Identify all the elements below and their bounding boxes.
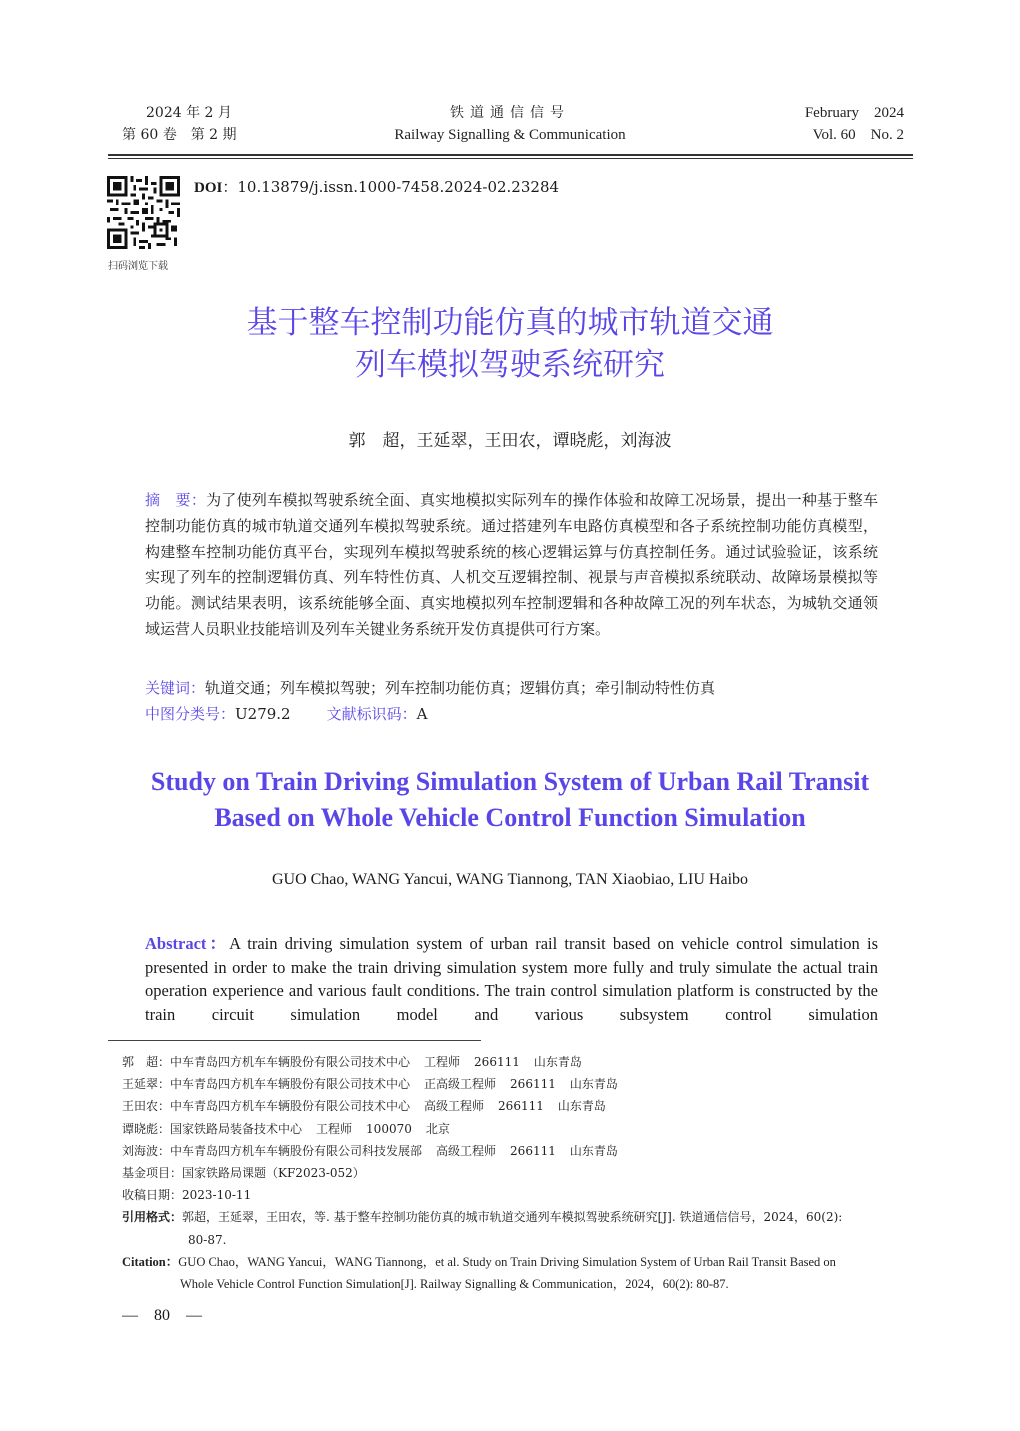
header-rule	[108, 154, 913, 156]
citation-en: Citation：GUO Chao，WANG Yancui，WANG Tiannong，et al. Study on Train Driving Simulation System of Urban Rail Transit Based on	[122, 1254, 836, 1269]
classification-line	[145, 703, 427, 724]
page-number: — 80 —	[122, 1307, 203, 1324]
footnote-fund: 基金项目：国家铁路局课题（KF2023-052）	[122, 1166, 365, 1181]
doc-code-value: A	[416, 705, 428, 723]
clc-label: 中图分类号：	[145, 705, 236, 723]
qr-code-icon[interactable]	[107, 176, 180, 249]
journal-name-cn: 铁道通信信号	[450, 105, 570, 121]
abstract-en	[145, 932, 878, 1027]
citation-cn-cont: 80-87.	[188, 1232, 227, 1247]
paper-title-cn-line2: 列车模拟驾驶系统研究	[355, 347, 665, 383]
abstract-cn	[145, 488, 878, 643]
abstract-cn-text: 为了使列车模拟驾驶系统全面、真实地模拟实际列车的操作体验和故障工况场景，提出一种基于整车控制功能仿真的城市轨道交通列车模拟驾驶系统。通过搭建列车电路仿真模型和各子系统控制功能仿真模型，构建整车控制功能仿真平台，实现列车模拟驾驶系统的核心逻辑运算与仿真控制任务。通过试验验证，该系统实现了列车的控制逻辑仿真、列车特性仿真、人机交互逻辑控制、视景与声音模拟系统联动、故障场景模拟等功能。测试结果表明，该系统能够全面、真实地模拟列车控制逻辑和各种故障工况的列车状态，为城轨交通领域运营人员职业技能培训及列车关键业务系统开发仿真提供可行方案。	[145, 491, 878, 638]
keywords-label: 关键词：	[145, 679, 206, 697]
footnote-rule	[108, 1040, 481, 1041]
abstract-en-label: Abstract：	[145, 934, 230, 953]
paper-title-en	[0, 764, 1020, 836]
citation-en-label: Citation：	[122, 1254, 179, 1269]
header-volume-cn: 第 60 卷 第 2 期	[122, 127, 237, 143]
doi-value[interactable]: 10.13879/j.issn.1000-7458.2024-02.23284	[237, 178, 560, 196]
doi-line	[194, 176, 559, 197]
citation-cn: 引用格式：郭超，王延翠，王田农，等. 基于整车控制功能仿真的城市轨道交通列车模拟驾驶系统研究[J]. 铁道通信信号，2024，60(2):	[122, 1210, 843, 1225]
journal-name-en: Railway Signalling & Communication	[394, 127, 626, 143]
footnote-author: 刘海波：中车青岛四方机车车辆股份有限公司科技发展部 高级工程师 266111 山东青岛	[122, 1143, 618, 1158]
footnote-author: 王田农：中车青岛四方机车车辆股份有限公司技术中心 高级工程师 266111 山东青岛	[122, 1099, 606, 1114]
doi-label: DOI	[194, 180, 223, 196]
authors-cn: 郭 超，王延翠，王田农，谭晓彪，刘海波	[348, 431, 672, 451]
paper-title-cn	[0, 302, 1020, 386]
abstract-cn-label: 摘 要：	[145, 491, 207, 509]
footnotes	[122, 1051, 922, 1295]
footnote-received: 收稿日期：2023-10-11	[122, 1188, 252, 1203]
paper-title-en-line2: Based on Whole Vehicle Control Function Simulation	[214, 803, 806, 832]
header-issue-en	[805, 102, 904, 146]
header-date-cn: 2024 年 2 月	[146, 105, 232, 121]
footnote-author: 郭 超：中车青岛四方机车车辆股份有限公司技术中心 工程师 266111 山东青岛	[122, 1055, 582, 1069]
qr-caption: 扫码浏览下载	[108, 261, 168, 272]
footnote-author: 谭晓彪：国家铁路局装备技术中心 工程师 100070 北京	[122, 1121, 450, 1136]
header-rule-thin	[108, 158, 913, 159]
doc-code-label: 文献标识码：	[326, 705, 417, 723]
keywords-cn	[145, 677, 715, 698]
citation-en-cont: Whole Vehicle Control Function Simulation[J]. Railway Signalling & Communication，2024，60(2): 80-87.	[180, 1277, 729, 1292]
abstract-en-text: A train driving simulation system of urban rail transit based on vehicle control simulation is presented in order to make the train driving simulation system more fully and truly simulate the actual train operation experience and various fault conditions. The train control simulation platform is constructed by the train circuit simulation model and various subsystem control simulation	[145, 934, 878, 1025]
header-volume-en: Vol. 60 No. 2	[812, 127, 904, 143]
doi-sep: ：	[222, 178, 238, 196]
header-date-en: February 2024	[804, 105, 904, 121]
citation-cn-label: 引用格式：	[122, 1210, 183, 1225]
paper-title-cn-line1: 基于整车控制功能仿真的城市轨道交通	[246, 305, 774, 341]
keywords-text: 轨道交通；列车模拟驾驶；列车控制功能仿真；逻辑仿真；牵引制动特性仿真	[205, 679, 716, 697]
authors-en: GUO Chao, WANG Yancui, WANG Tiannong, TAN Xiaobiao, LIU Haibo	[271, 871, 749, 888]
paper-title-en-line1: Study on Train Driving Simulation System of Urban Rail Transit	[150, 767, 870, 796]
clc-value: U279.2	[235, 705, 291, 723]
footnote-author: 王延翠：中车青岛四方机车车辆股份有限公司技术中心 正高级工程师 266111 山东青岛	[122, 1077, 618, 1092]
